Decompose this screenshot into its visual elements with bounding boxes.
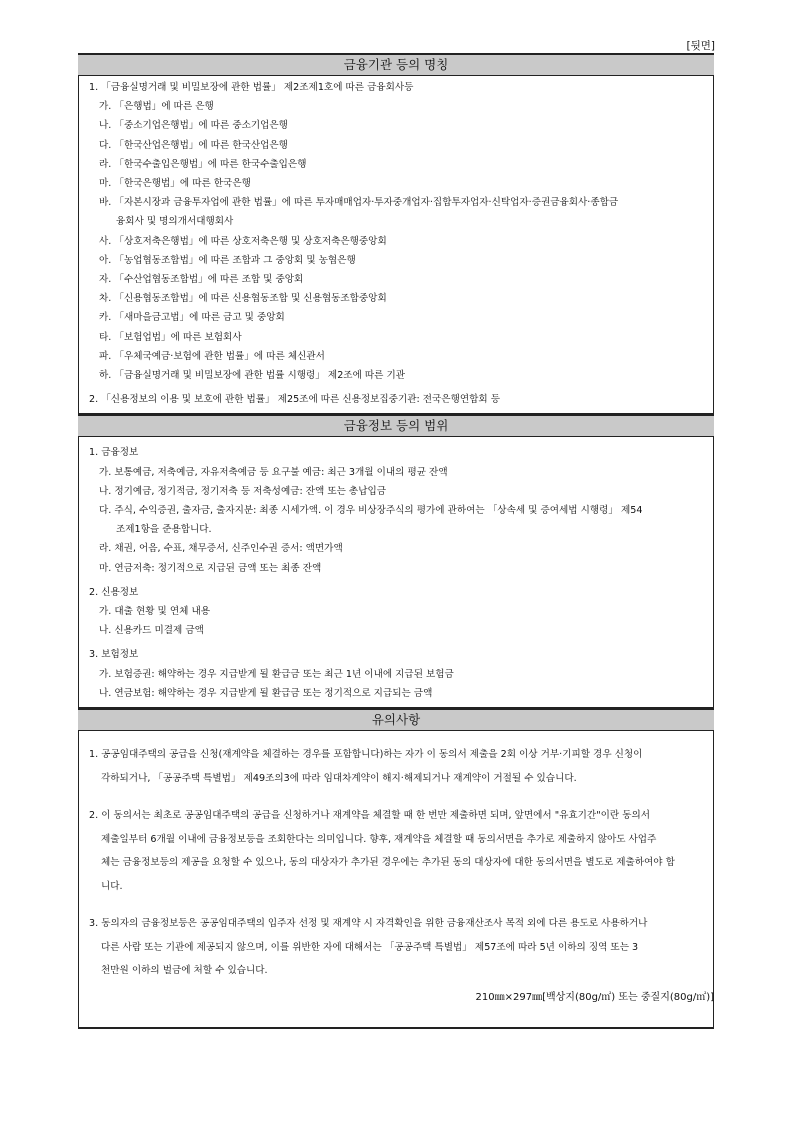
institution-item-2: 2. 「신용정보의 이용 및 보호에 관한 법률」 제25조에 따른 신용정보집중기관: 전국은행연합회 등 bbox=[89, 394, 500, 406]
credit-info-list bbox=[87, 602, 707, 640]
note-line: 2. 이 동의서는 최초로 공공임대주택의 공급을 신청하거나 재계약을 체결할 때 한 번만 제출하면 되며, 앞면에서 "유효기간"이란 동의서 bbox=[89, 810, 651, 822]
institution-sub-item: 차. 「신용협동조합법」에 따른 신용협동조합 및 신용협동조합중앙회 bbox=[99, 293, 387, 305]
note-item-3 bbox=[89, 912, 709, 983]
section-title-info-scope: 금융정보 등의 범위 bbox=[78, 414, 714, 436]
financial-info-item: 가. 보통예금, 저축예금, 자유저축예금 등 요구불 예금: 최근 3개월 이내의 평균 잔액 bbox=[99, 466, 448, 478]
insurance-info-title: 3. 보험정보 bbox=[89, 649, 139, 661]
institution-sub-item: 하. 「금융실명거래 및 비밀보장에 관한 법률 시행령」 제2조에 따른 기관 bbox=[99, 370, 406, 382]
paper-spec-footer: 210㎜×297㎜[백상지(80g/㎡) 또는 중질지(80g/㎡)] bbox=[475, 992, 714, 1003]
financial-info-title: 1. 금융정보 bbox=[89, 447, 139, 459]
financial-info-item: 마. 연금저축: 정기적으로 지급된 금액 또는 최종 잔액 bbox=[99, 562, 322, 574]
financial-info-item-cont: 조제1항을 준용합니다. bbox=[116, 524, 212, 536]
section-title-notes: 유의사항 bbox=[78, 708, 714, 730]
institution-sub-item: 사. 「상호저축은행법」에 따른 상호저축은행 및 상호저축은행중앙회 bbox=[99, 235, 387, 247]
insurance-info-list bbox=[87, 665, 707, 703]
section-title-institutions: 금융기관 등의 명칭 bbox=[78, 53, 714, 75]
note-line: 각하되거나, 「공공주택 특별법」 제49조의3에 따라 임대차계약이 해지·해제되거나 재계약이 거절될 수 있습니다. bbox=[101, 772, 577, 784]
insurance-info-item: 가. 보험증권: 해약하는 경우 지급받게 될 환급금 또는 최근 1년 이내에 지급된 보험금 bbox=[99, 668, 454, 680]
note-line: 천만원 이하의 벌금에 처할 수 있습니다. bbox=[101, 965, 268, 977]
consent-form-back bbox=[78, 53, 714, 1029]
institution-sub-item-cont: 융회사 및 명의개서대행회사 bbox=[116, 216, 234, 228]
note-line: 체는 금융정보등의 제공을 요청할 수 있으나, 동의 대상자가 추가된 경우에는 추가된 동의 대상자에 대한 동의서면을 별도로 제출하여야 합 bbox=[101, 857, 675, 869]
note-line: 3. 동의자의 금융정보등은 공공임대주택의 입주자 선정 및 재계약 시 자격확인을 위한 금융재산조사 목적 외에 다른 용도로 사용하거나 bbox=[89, 918, 648, 930]
institution-sub-item bbox=[99, 193, 707, 231]
institution-sub-item: 타. 「보험업법」에 따른 보험회사 bbox=[99, 331, 242, 343]
credit-info-title: 2. 신용정보 bbox=[89, 586, 139, 598]
note-line: 제출일부터 6개월 이내에 금융정보등을 조회한다는 의미입니다. 향후, 재계약을 체결할 때 동의서면을 추가로 제출하지 않아도 사업주 bbox=[101, 833, 657, 845]
financial-info-item: 나. 정기예금, 정기적금, 정기저축 등 저축성예금: 잔액 또는 총납입금 bbox=[99, 485, 387, 497]
institution-sub-item: 마. 「한국은행법」에 따른 한국은행 bbox=[99, 178, 251, 190]
institution-item-1: 1. 「금융실명거래 및 비밀보장에 관한 법률」 제2조제1호에 따른 금융회사등 bbox=[89, 82, 414, 93]
institution-sub-list bbox=[87, 97, 707, 385]
institution-sub-item: 다. 「한국산업은행법」에 따른 한국산업은행 bbox=[99, 139, 288, 151]
credit-info-item: 나. 신용카드 미결제 금액 bbox=[99, 625, 204, 637]
page-label: [뒷면] bbox=[686, 40, 715, 52]
institution-sub-item: 나. 「중소기업은행법」에 따른 중소기업은행 bbox=[99, 120, 288, 132]
credit-info-item: 가. 대출 현황 및 연체 내용 bbox=[99, 606, 210, 618]
note-line: 1. 공공임대주택의 공급을 신청(재계약을 체결하는 경우를 포함합니다)하는 자가 이 동의서 제출을 2회 이상 거부·기피할 경우 신청이 bbox=[89, 749, 643, 761]
section-body-institutions bbox=[78, 75, 714, 414]
financial-info-item-line: 다. 주식, 수익증권, 출자금, 출자지분: 최종 시세가액. 이 경우 비상장주식의 평가에 관하여는 「상속세 및 증여세법 시행령」 제54 bbox=[99, 505, 643, 517]
note-line: 다른 사람 또는 기관에 제공되지 않으며, 이를 위반한 자에 대해서는 「공공주택 특별법」 제57조에 따라 5년 이하의 징역 또는 3 bbox=[101, 941, 639, 953]
institution-sub-item: 자. 「수산업협동조합법」에 따른 조합 및 중앙회 bbox=[99, 274, 304, 286]
financial-info-list bbox=[87, 463, 707, 578]
section-body-info-scope bbox=[78, 436, 714, 708]
institution-sub-item: 가. 「은행법」에 따른 은행 bbox=[99, 101, 214, 113]
institution-sub-item: 라. 「한국수출입은행법」에 따른 한국수출입은행 bbox=[99, 158, 307, 170]
note-item-2 bbox=[89, 804, 709, 898]
section-body-notes bbox=[78, 730, 714, 1029]
financial-info-item: 라. 채권, 어음, 수표, 채무증서, 신주인수권 증서: 액면가액 bbox=[99, 543, 343, 555]
institution-sub-item: 아. 「농업협동조합법」에 따른 조합과 그 중앙회 및 농협은행 bbox=[99, 254, 356, 266]
institution-sub-item: 파. 「우체국예금·보험에 관한 법률」에 따른 체신관서 bbox=[99, 350, 325, 362]
note-item-1 bbox=[89, 743, 709, 790]
financial-info-item bbox=[99, 501, 707, 539]
institution-sub-item: 카. 「새마을금고법」에 따른 금고 및 중앙회 bbox=[99, 312, 285, 324]
insurance-info-item: 나. 연금보험: 해약하는 경우 지급받게 될 환급금 또는 정기적으로 지급되는 금액 bbox=[99, 687, 433, 699]
institution-sub-item-line: 바. 「자본시장과 금융투자업에 관한 법률」에 따른 투자매매업자·투자중개업자·집합투자업자·신탁업자·증권금융회사·종합금 bbox=[99, 197, 619, 209]
note-line: 니다. bbox=[101, 880, 123, 892]
